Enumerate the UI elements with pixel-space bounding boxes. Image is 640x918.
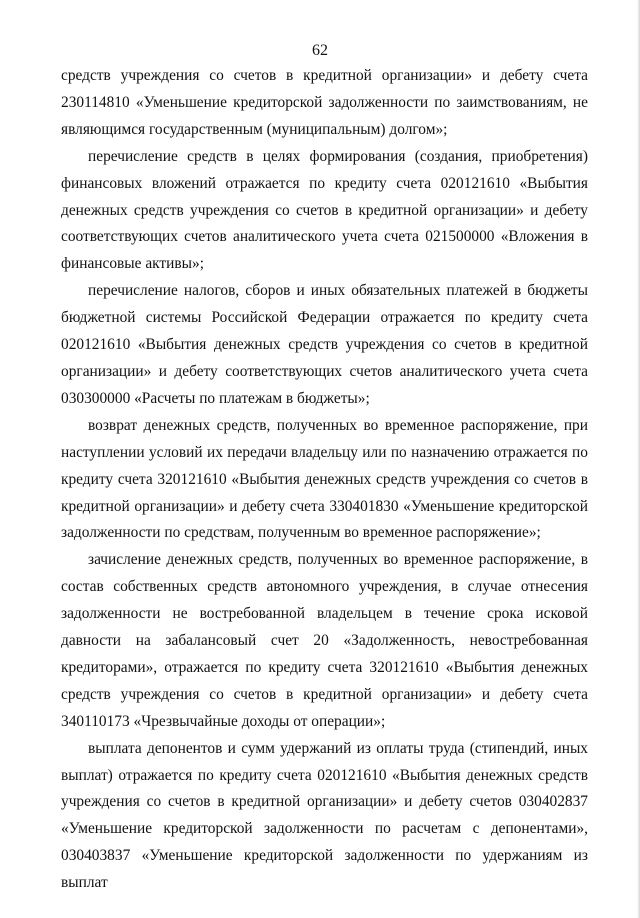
paragraph-temporary-funds-crediting: зачисление денежных средств, полученных во временное распоряжение, в состав собственных средств автономного учреждения, в случае отнесения задолженности не востребованной владельцем в течение срока исковой давности на забалансовый счет 20 «Задолженность, невостребованная кредиторами», отражается по кредиту счета 320121610 «Выбытия денежных средств учреждения со счетов в кредитной организации» и дебету счета 340110173 «Чрезвычайные доходы от операции»; [61,551,588,730]
paragraph-continuation: средств учреждения со счетов в кредитной организации» и дебету счета 230114810 «Уменьшение кредиторской задолженности по заимствованиям, не являющимся государственным (муниципальным) долгом»; [61,67,588,138]
page-number: 62 [312,42,328,59]
paragraph-financial-investments: перечисление средств в целях формирования (создания, приобретения) финансовых вложений отражается по кредиту счета 020121610 «Выбытия денежных средств учреждения со счетов в кредитной организации» и дебету соответствующих счетов аналитического учета счета 021500000 «Вложения в финансовые активы»; [61,147,588,273]
body-text [61,63,588,897]
paragraph-deponent-payments: выплата депонентов и сумм удержаний из оплаты труда (стипендий, иных выплат) отражается по кредиту счета 020121610 «Выбытия денежных средств учреждения со счетов в кредитной организации» и дебету счетов 030402837 «Уменьшение кредиторской задолженности по расчетам с депонентами», 030403837 «Уменьшение кредиторской задолженности по удержаниям из выплат [61,739,588,892]
paragraph-taxes-transfer: перечисление налогов, сборов и иных обязательных платежей в бюджеты бюджетной системы Российской Федерации отражается по кредиту счета 020121610 «Выбытия денежных средств учреждения со счетов в кредитной организации» и дебету соответствующих счетов аналитического учета счета 030300000 «Расчеты по платежам в бюджеты»; [61,282,588,407]
paragraph-temporary-funds-return: возврат денежных средств, полученных во временное распоряжение, при наступлении условий их передачи владельцу или по назначению отражается по кредиту счета 320121610 «Выбытия денежных средств учреждения со счетов в кредитной организации» и дебету счета 330401830 «Уменьшение кредиторской задолженности по средствам, полученным во временное распоряжение»; [61,416,588,542]
